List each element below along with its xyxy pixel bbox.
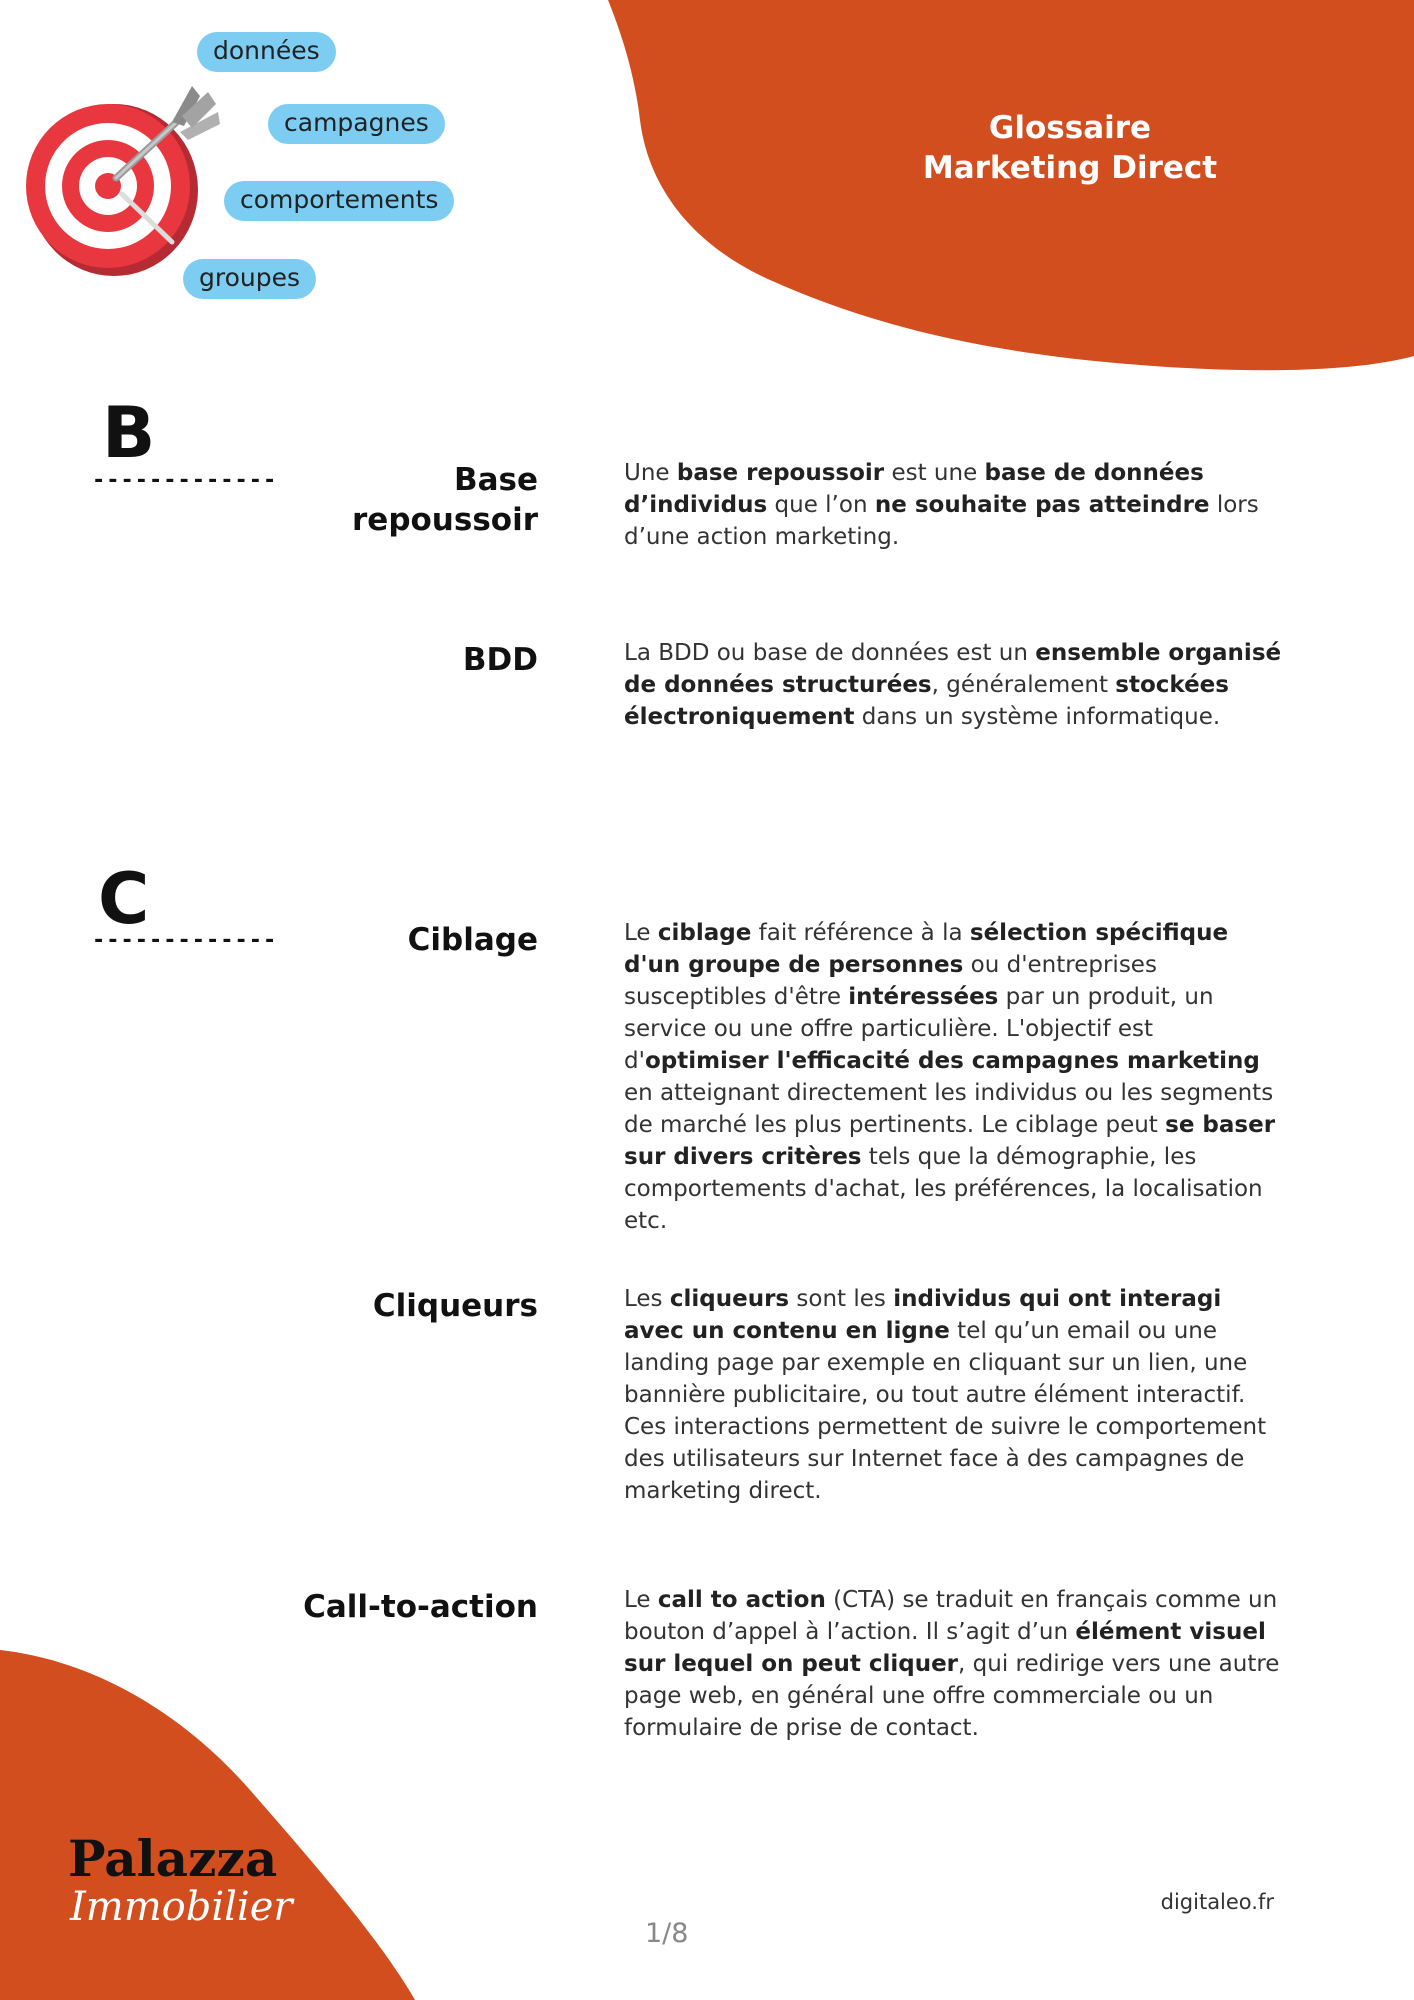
definition-run: que l’on [767, 492, 875, 518]
tag-comportements: comportements [224, 181, 454, 221]
definition-run: fait référence à la [751, 920, 970, 946]
definition-run: en atteignant directement les individus ou les segments de marché les plus pertinents. Le ciblage peut [624, 1080, 1274, 1138]
definition-bdd [624, 637, 1284, 733]
footer-blob [0, 1640, 420, 2000]
definition-run: cliqueurs [669, 1286, 790, 1312]
definition-run: Une [624, 460, 677, 486]
definition-run: tels que la démographie, les comportements d'achat, les préférences, la localisation etc. [624, 1144, 1263, 1234]
definition-ciblage [624, 917, 1284, 1237]
definition-run: se baser sur divers critères [624, 1112, 1276, 1170]
website-link[interactable]: digitaleo.fr [1160, 1890, 1274, 1914]
target-arrow-icon [22, 82, 232, 282]
definition-run: intéressées [848, 984, 999, 1010]
term-bdd: BDD [462, 642, 538, 678]
definition-run: optimiser l'efficacité des campagnes marketing [644, 1048, 1260, 1074]
title-line-2: Marketing Direct [922, 150, 1218, 186]
definition-run: ciblage [657, 920, 752, 946]
section-divider-b: ------------- [92, 468, 278, 493]
section-letter-b: B [102, 392, 156, 474]
page-number: 1/8 [645, 1918, 689, 1949]
definition-run: base de données d’individus [624, 460, 1204, 518]
tag-groupes: groupes [183, 259, 316, 299]
definition-run: stockées électroniquement [624, 672, 1229, 730]
document-title [880, 108, 1260, 188]
title-line-1: Glossaire [988, 110, 1152, 146]
definition-run: call to action [657, 1587, 826, 1613]
definition-run: La BDD ou base de données est un [624, 640, 1036, 666]
brand-logo-name: Palazza [68, 1829, 278, 1888]
definition-cliqueurs [624, 1283, 1284, 1507]
section-letter-c: C [98, 858, 150, 940]
definition-run: base repoussoir [676, 460, 885, 486]
definition-run: est une [884, 460, 985, 486]
definition-run: ensemble organisé de données structurées [624, 640, 1282, 698]
definition-run: dans un système informatique. [854, 704, 1221, 730]
definition-run: élément visuel sur lequel on peut cliquer [624, 1619, 1266, 1677]
definition-run: (CTA) se traduit en français comme un bouton d’appel à l’action. Il s’agit d’un [624, 1587, 1278, 1645]
definition-run: sont les [789, 1286, 894, 1312]
definition-run: sélection spécifique d'un groupe de personnes [624, 920, 1229, 978]
definition-base-repoussoir [624, 457, 1284, 553]
definition-call-to-action [624, 1584, 1284, 1744]
tag-donnees: données [197, 32, 336, 72]
definition-run: Le [624, 1587, 658, 1613]
term-call-to-action: Call-to-action [303, 1589, 538, 1625]
brand-logo-subtitle: Immobilier [70, 1884, 293, 1930]
definition-run: , qui redirige vers une autre page web, en général une offre commerciale ou un formulaire de prise de contact. [624, 1651, 1280, 1741]
definition-run: individus qui ont interagi avec un contenu en ligne [624, 1286, 1222, 1344]
definition-run: lors d’une action marketing. [624, 492, 1259, 550]
definition-run: Les [624, 1286, 670, 1312]
definition-run: par un produit, un service ou une offre particulière. L'objectif est d' [624, 984, 1214, 1074]
section-divider-c: ------------- [92, 928, 278, 953]
term-base-repoussoir: Base repoussoir [352, 462, 538, 538]
term-ciblage: Ciblage [407, 922, 538, 958]
term-cliqueurs: Cliqueurs [372, 1288, 538, 1324]
definition-run: , généralement [931, 672, 1116, 698]
definition-run: Le [624, 920, 658, 946]
tag-campagnes: campagnes [268, 104, 445, 144]
definition-run: tel qu’un email ou une landing page par exemple en cliquant sur un lien, une bannière publicitaire, ou tout autre élément interactif. Ces interactions permettent de suivre le comportement des utilisateurs sur Internet face à des campagnes de marketing direct. [624, 1318, 1267, 1504]
definition-run: ne souhaite pas atteindre [874, 492, 1210, 518]
definition-run: ou d'entreprises susceptibles d'être [624, 952, 1157, 1010]
